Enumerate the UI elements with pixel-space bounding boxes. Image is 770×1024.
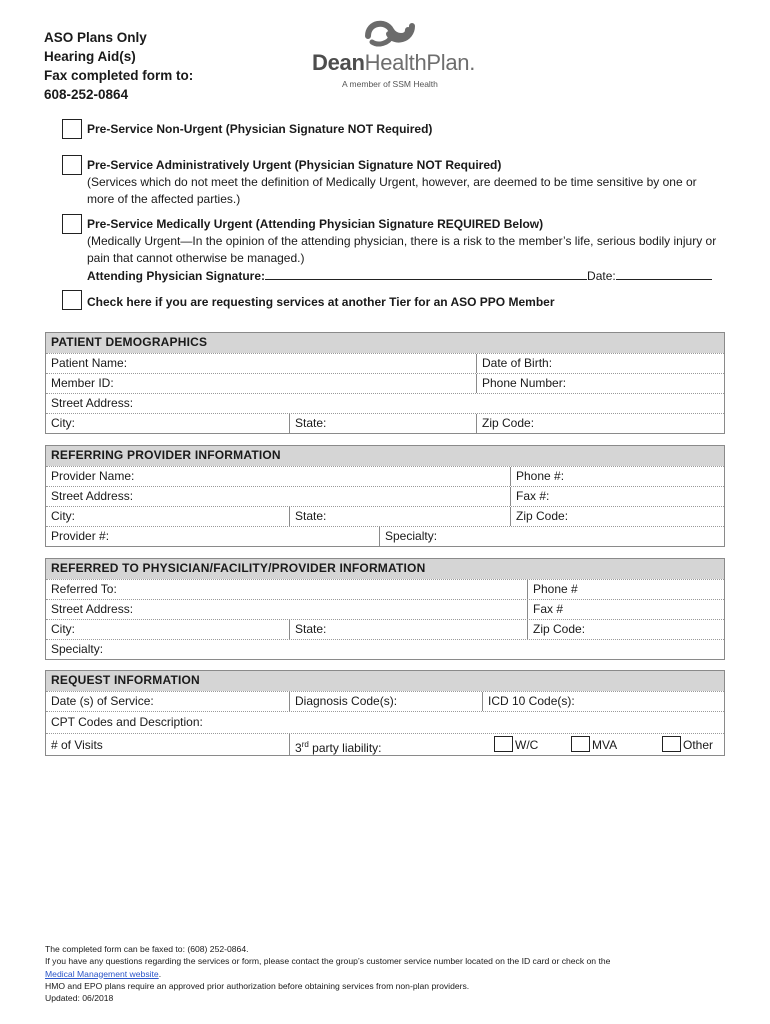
mva-option [571, 734, 651, 755]
medical-management-link[interactable]: Medical Management website [45, 968, 159, 979]
patient-demographics-section [45, 332, 725, 434]
dean-swirl-logo-icon [364, 16, 416, 48]
mva-checkbox[interactable] [571, 736, 590, 752]
referred-fax-field[interactable]: Fax # [527, 600, 726, 619]
referred-to-section [45, 558, 725, 660]
referred-specialty-field[interactable]: Specialty: [51, 642, 104, 656]
provider-number-field[interactable]: Provider #: [51, 529, 110, 543]
logo-tagline: A member of SSM Health [342, 79, 438, 89]
referred-zip-field[interactable]: Zip Code: [527, 620, 726, 639]
logo-name-rest: HealthPlan. [364, 50, 476, 75]
liability-label: party liability: [308, 741, 382, 755]
dates-of-service-field[interactable]: Date (s) of Service: [51, 694, 154, 708]
form-header [44, 28, 193, 104]
workers-comp-checkbox[interactable] [494, 736, 513, 752]
option-title: Pre-Service Medically Urgent (Attending Physician Signature REQUIRED Below) [87, 217, 544, 231]
date-of-birth-field[interactable]: Date of Birth: [476, 354, 726, 373]
liability-number: 3 [295, 741, 302, 755]
provider-fax-field[interactable]: Fax #: [510, 487, 726, 506]
workers-comp-label: W/C [515, 738, 539, 752]
mva-label: MVA [592, 738, 618, 752]
section-heading: PATIENT DEMOGRAPHICS [51, 335, 208, 349]
footer-questions-note: If you have any questions regarding the services or form, please contact the group’s customer service number located on the ID card or check on the [45, 956, 611, 967]
referred-to-field[interactable]: Referred To: [51, 582, 117, 596]
number-of-visits-field[interactable]: # of Visits [51, 738, 103, 752]
date-label: Date: [587, 269, 616, 283]
form-footer [45, 943, 745, 1004]
liability-ordinal: rd [301, 740, 309, 749]
provider-zip-field[interactable]: Zip Code: [510, 507, 726, 526]
fax-instruction: Fax completed form to: [44, 68, 194, 83]
option-title: Pre-Service Administratively Urgent (Physician Signature NOT Required) [87, 158, 502, 172]
section-heading: REFERRED TO PHYSICIAN/FACILITY/PROVIDER INFORMATION [51, 561, 426, 575]
signature-field[interactable] [265, 267, 587, 280]
footer-fax-note: The completed form can be faxed to: (608) 252-0864. [45, 944, 249, 954]
phone-number-field[interactable]: Phone Number: [476, 374, 726, 393]
referred-phone-field[interactable]: Phone # [527, 580, 726, 599]
provider-phone-field[interactable]: Phone #: [510, 467, 726, 486]
plan-type-label: ASO Plans Only [44, 30, 147, 45]
footer-link-period: . [158, 968, 162, 979]
option-description: (Medically Urgent—In the opinion of the attending physician, there is a risk to the member’s life, serious bodily injury or pain that cannot otherwise be managed.) [87, 234, 717, 265]
signature-label: Attending Physician Signature: [87, 269, 266, 283]
zip-code-field[interactable]: Zip Code: [476, 414, 726, 433]
referred-street-field[interactable]: Street Address: [51, 602, 134, 616]
state-field[interactable]: State: [289, 414, 476, 433]
member-id-field[interactable]: Member ID: [51, 376, 114, 390]
referring-provider-section [45, 445, 725, 547]
provider-name-field[interactable]: Provider Name: [51, 469, 135, 483]
medically-urgent-checkbox[interactable] [62, 214, 82, 234]
diagnosis-codes-field[interactable]: Diagnosis Code(s): [289, 692, 482, 711]
logo-name-bold: Dean [312, 50, 365, 75]
section-heading: REQUEST INFORMATION [51, 673, 200, 687]
other-option [662, 734, 726, 755]
service-label: Hearing Aid(s) [44, 49, 136, 64]
referred-state-field[interactable]: State: [289, 620, 527, 639]
provider-state-field[interactable]: State: [289, 507, 510, 526]
referred-city-field[interactable]: City: [51, 622, 75, 636]
cpt-codes-field[interactable]: CPT Codes and Description: [51, 715, 203, 729]
other-label: Other [683, 738, 714, 752]
dean-health-plan-logo [310, 16, 490, 96]
section-heading: REFERRING PROVIDER INFORMATION [51, 448, 281, 462]
street-address-field[interactable]: Street Address: [51, 396, 134, 410]
non-urgent-checkbox[interactable] [62, 119, 82, 139]
city-field[interactable]: City: [51, 416, 75, 430]
logo-wordmark [312, 50, 475, 76]
provider-specialty-field[interactable]: Specialty: [379, 527, 726, 546]
other-checkbox[interactable] [662, 736, 681, 752]
option-description: (Services which do not meet the definition of Medically Urgent, however, are deemed to be time sensitive by one or more of the affected parties.) [87, 175, 697, 206]
signature-date-field[interactable] [616, 267, 712, 280]
icd10-codes-field[interactable]: ICD 10 Code(s): [482, 692, 726, 711]
request-information-section [45, 670, 725, 756]
admin-urgent-checkbox[interactable] [62, 155, 82, 175]
fax-number: 608-252-0864 [44, 87, 129, 102]
footer-hmo-note: HMO and EPO plans require an approved prior authorization before obtaining services from non-plan providers. [45, 980, 470, 991]
provider-street-field[interactable]: Street Address: [51, 489, 134, 503]
other-tier-checkbox[interactable] [62, 290, 82, 310]
physician-signature-line [87, 267, 727, 285]
option-title: Check here if you are requesting services at another Tier for an ASO PPO Member [87, 295, 555, 309]
option-title: Pre-Service Non-Urgent (Physician Signature NOT Required) [87, 122, 433, 136]
footer-updated-date: Updated: 06/2018 [45, 993, 114, 1004]
provider-city-field[interactable]: City: [51, 509, 75, 523]
patient-name-field[interactable]: Patient Name: [51, 356, 128, 370]
